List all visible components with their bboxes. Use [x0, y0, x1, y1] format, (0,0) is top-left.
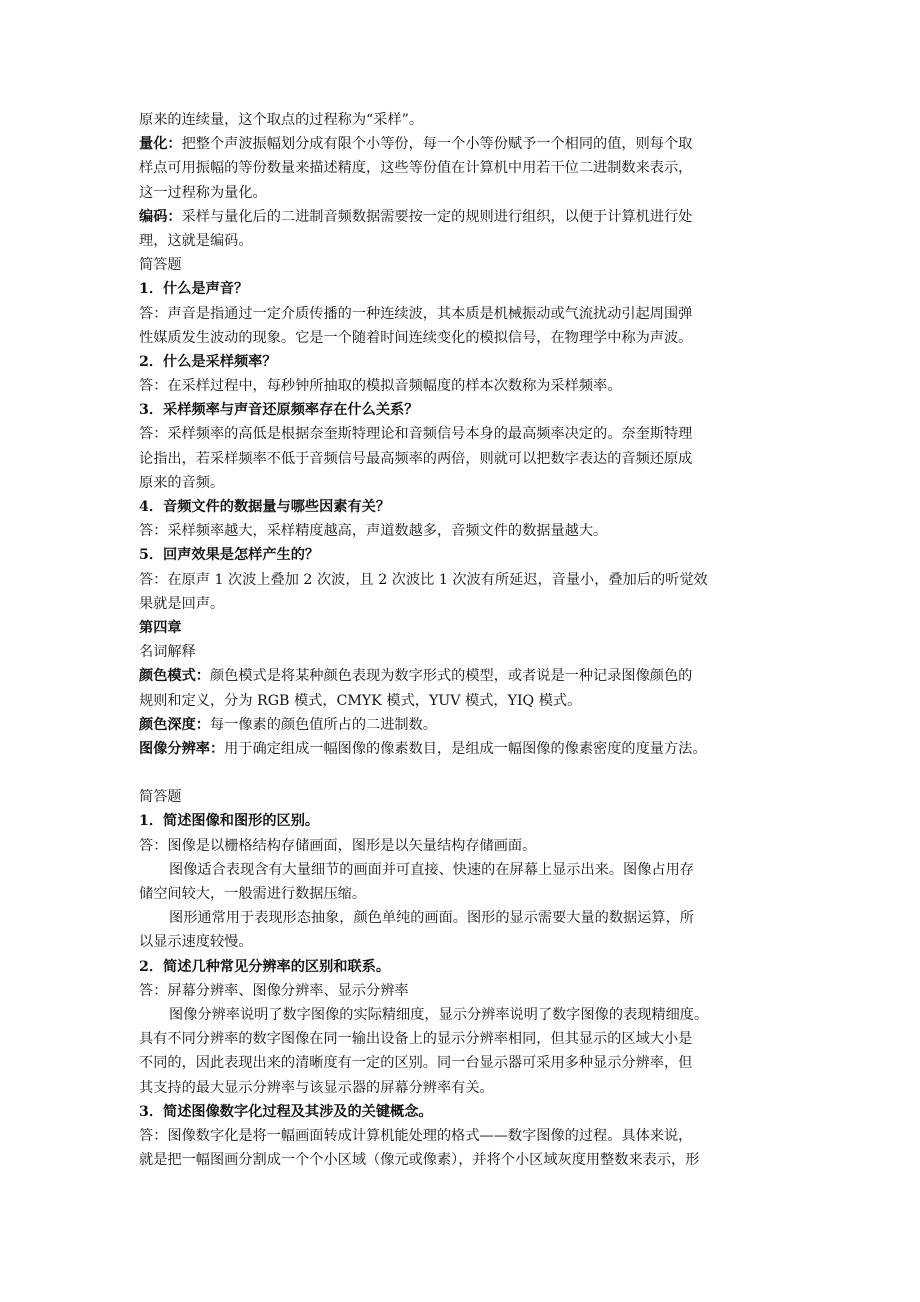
- line-text: 答：图像是以栅格结构存储画面，图形是以矢量结构存储画面。: [139, 837, 537, 854]
- bold-term: 1．简述图像和图形的区别。: [139, 813, 320, 830]
- line-text: 答：采样频率的高低是根据奈奎斯特理论和音频信号本身的最高频率决定的。奈奎斯特理: [139, 426, 693, 443]
- line-text: 原来的音频。: [139, 474, 225, 491]
- text-line: [139, 374, 784, 398]
- text-line: [139, 447, 784, 471]
- line-text: 答：采样频率越大，采样精度越高，声道数越多，音频文件的数据量越大。: [139, 523, 608, 540]
- text-line: [139, 229, 784, 253]
- text-line: [139, 398, 784, 422]
- line-text: 把整个声波振幅划分成有限个小等份，每一个小等份赋予一个相同的值，则每个取: [181, 136, 693, 153]
- text-line: [139, 205, 784, 229]
- text-line: [139, 350, 784, 374]
- text-line: [139, 568, 784, 592]
- text-line: [139, 156, 784, 180]
- bold-term: 1．什么是声音？: [139, 281, 249, 298]
- text-line: [139, 785, 784, 809]
- line-text: 就是把一幅图画分割成一个个小区域（像元或像素），并将个小区域灰度用整数来表示，形: [139, 1152, 700, 1169]
- line-text: 名词解释: [139, 644, 196, 661]
- line-text: 颜色模式是将某种颜色表现为数字形式的模型，或者说是一种记录图像颜色的: [209, 668, 693, 685]
- bold-term: 3．简述图像数字化过程及其涉及的关键概念。: [139, 1103, 433, 1120]
- bold-term: 第四章: [139, 619, 182, 636]
- text-line: [139, 253, 784, 277]
- text-line: [139, 713, 784, 737]
- text-line: [139, 737, 784, 761]
- line-text: 图像适合表现含有大量细节的画面并可直接、快速的在屏幕上显示出来。图像占用存: [169, 861, 694, 878]
- bold-term: 2．什么是采样频率？: [139, 353, 277, 370]
- text-line: [139, 858, 784, 882]
- line-text: 果就是回声。: [139, 595, 225, 612]
- text-line: [139, 664, 784, 688]
- line-text: 每一像素的颜色值所占的二进制数。: [209, 716, 437, 733]
- line-text: 答：图像数字化是将一幅画面转成计算机能处理的格式——数字图像的过程。具体来说，: [139, 1127, 693, 1144]
- text-line: [139, 422, 784, 446]
- line-text: 规则和定义，分为 RGB 模式，CMYK 模式，YUV 模式，YIQ 模式。: [139, 692, 582, 709]
- bold-term: 5．回声效果是怎样产生的？: [139, 547, 320, 564]
- text-line: [139, 979, 784, 1003]
- bold-term: 颜色模式：: [139, 668, 210, 685]
- line-text: 不同的，因此表现出来的清晰度有一定的区别。同一台显示器可采用多种显示分辨率，但: [139, 1055, 693, 1072]
- line-text: 答：在采样过程中，每秒钟所抽取的模拟音频幅度的样本次数称为采样频率。: [139, 378, 622, 395]
- bold-term: 图像分辨率：: [139, 740, 225, 757]
- line-text: 简答题: [139, 789, 182, 806]
- line-text: 图形通常用于表现形态抽象，颜色单纯的画面。图形的显示需要大量的数据运算，所: [169, 910, 694, 927]
- text-line: [139, 809, 784, 833]
- text-line: [139, 882, 784, 906]
- bold-term: 3．采样频率与声音还原频率存在什么关系？: [139, 402, 419, 419]
- text-line: [139, 1051, 784, 1075]
- text-line: [139, 689, 784, 713]
- line-text: 具有不同分辨率的数字图像在同一输出设备上的显示分辨率相同，但其显示的区域大小是: [139, 1031, 693, 1048]
- line-text: 答：声音是指通过一定介质传播的一种连续波，其本质是机械振动或气流扰动引起周围弹: [139, 305, 693, 322]
- text-line: [139, 1124, 784, 1148]
- line-text: 用于确定组成一幅图像的像素数目，是组成一幅图像的像素密度的度量方法。: [224, 740, 707, 757]
- text-line: [139, 277, 784, 301]
- text-line: [139, 519, 784, 543]
- text-line: [139, 930, 784, 954]
- text-line: [139, 616, 784, 640]
- text-line: [139, 108, 784, 132]
- line-text: 图像分辨率说明了数字图像的实际精细度，显示分辨率说明了数字图像的表现精细度。: [169, 1006, 709, 1023]
- bold-term: 2．简述几种常见分辨率的区别和联系。: [139, 958, 391, 975]
- line-text: 样点可用振幅的等份数量来描述精度，这些等份值在计算机中用若干位二进制数来表示，: [139, 160, 693, 177]
- line-text: 以显示速度较慢。: [139, 934, 253, 951]
- text-line: [139, 1027, 784, 1051]
- line-text: 其支持的最大显示分辨率与该显示器的屏幕分辨率有关。: [139, 1079, 494, 1096]
- text-line: [139, 1100, 784, 1124]
- line-text: 答：屏幕分辨率、图像分辨率、显示分辨率: [139, 982, 409, 999]
- line-text: 论指出，若采样频率不低于音频信号最高频率的两倍，则就可以把数字表达的音频还原成: [139, 450, 693, 467]
- line-text: 理，这就是编码。: [139, 232, 253, 249]
- text-line: [139, 495, 784, 519]
- line-text: 答：在原声 1 次波上叠加 2 次波，且 2 次波比 1 次波有所延迟，音量小，叠加后的听觉效: [139, 571, 708, 588]
- line-text: 原来的连续量，这个取点的过程称为“采样”。: [139, 112, 424, 128]
- line-text: 简答题: [139, 257, 182, 274]
- line-text: 储空间较大，一般需进行数据压缩。: [139, 886, 367, 902]
- text-line: [139, 955, 784, 979]
- text-line: [139, 592, 784, 616]
- bold-term: 量化：: [139, 136, 182, 153]
- text-line: [139, 906, 784, 930]
- text-line: [139, 326, 784, 350]
- text-line: [139, 181, 784, 205]
- bold-term: 编码：: [139, 208, 182, 225]
- text-line: [139, 1076, 784, 1100]
- bold-term: 4．音频文件的数据量与哪些因素有关？: [139, 499, 391, 515]
- text-line: [139, 302, 784, 326]
- bold-term: 颜色深度：: [139, 716, 210, 733]
- line-text: 这一过程称为量化。: [139, 184, 267, 201]
- document-page: [139, 108, 784, 1172]
- text-line: [139, 1003, 784, 1027]
- line-text: 采样与量化后的二进制音频数据需要按一定的规则进行组织，以便于计算机进行处: [181, 208, 693, 225]
- text-line: [139, 132, 784, 156]
- text-line: [139, 834, 784, 858]
- text-line: [139, 471, 784, 495]
- line-text: 性媒质发生波动的现象。它是一个随着时间连续变化的模拟信号，在物理学中称为声波。: [139, 329, 693, 346]
- text-line: [139, 1148, 784, 1172]
- text-line: [139, 640, 784, 664]
- text-line: [139, 761, 784, 785]
- text-line: [139, 543, 784, 567]
